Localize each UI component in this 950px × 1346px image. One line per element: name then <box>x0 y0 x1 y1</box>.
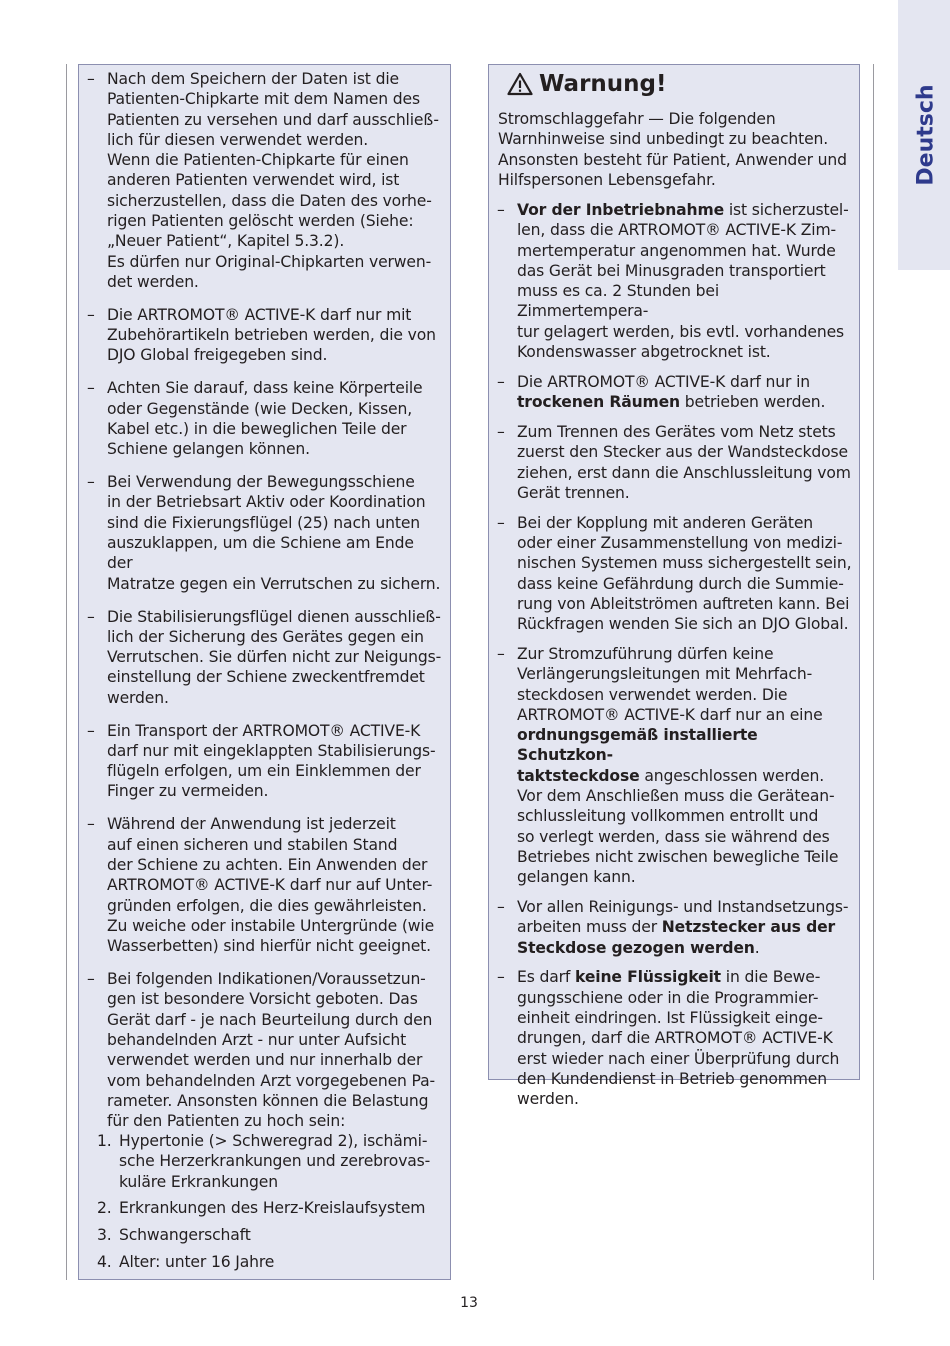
safety-note-item <box>87 378 443 459</box>
safety-note-item <box>87 305 443 366</box>
indication-text: Schwangerschaft <box>119 1225 251 1244</box>
warning-item-text: Bei der Kopplung mit anderen Geräten oder einer Zusammenstellung von medizi- nischen Systemen muss sichergestellt sein, dass keine Gefährdung durch die Summie- rung von Ableitströmen auftreten kann. Bei Rückfragen wenden Sie sich an DJO Global. <box>517 513 852 634</box>
safety-note-item <box>87 472 443 594</box>
language-tab-label: Deutsch <box>913 84 939 186</box>
list-dash: – <box>87 305 95 324</box>
warning-item <box>497 513 853 635</box>
indication-text: Hypertonie (> Schweregrad 2), ischämi- sche Herzerkrankungen und zerebrovas- kuläre Erkrankungen <box>119 1132 431 1191</box>
emphasis-text: ordnungsgemäß installierte Schutzkon- <box>517 726 758 765</box>
list-dash: – <box>497 513 505 532</box>
warning-item <box>497 200 853 362</box>
indication-item <box>97 1225 442 1245</box>
safety-note-item-text: Nach dem Speichern der Daten ist die Patienten-Chipkarte mit dem Namen des Patienten zu versehen und darf ausschließ- lich für diesen verwendet werden. Wenn die Patienten-Chipkarte für einen anderen Patienten verwendet wird, ist sicherzustellen, dass die Daten des vorhe- rigen Patienten gelöscht werden (Siehe: „Neuer Patient“, Kapitel 5.3.2). Es dürfen nur Original-Chipkarten verwen- det werden. <box>107 70 439 291</box>
indication-item <box>97 1131 442 1192</box>
warning-item-text: Zur Stromzuführung dürfen keine Verlängerungsleitungen mit Mehrfach- steckdosen verwendet werden. Die ARTROMOT® ACTIVE-K darf nur an eine ordnungsgemäß installierte Schutzkon- taktsteckdose angeschlossen werden. Vor dem Anschließen muss die Gerätean- schlussleitung vollkommen entrollt und so verlegt werden, dass sie während des Betriebes nicht zwischen bewegliche Teile gelangen kann. <box>517 644 839 887</box>
list-dash: – <box>497 644 505 663</box>
safety-note-item <box>87 969 443 1131</box>
warning-item <box>497 897 853 958</box>
warning-item <box>497 422 853 503</box>
emphasis-text: taktsteckdose <box>517 766 640 785</box>
safety-note-item-text: Bei folgenden Indikationen/Voraussetzun- gen ist besondere Vorsicht geboten. Das Gerät darf - je nach Beurteilung durch den behandelnden Arzt - nur unter Aufsicht verwendet werden und nur innerhalb der vom behandelnden Arzt vorgegebenen Pa- rameter. Ansonsten können die Belastung für den Patienten zu hoch sein: <box>107 970 435 1131</box>
warning-item-text: Es darf keine Flüssigkeit in die Bewe- gungsschiene oder in die Programmier- einheit eindringen. Ist Flüssigkeit einge- drungen, darf die ARTROMOT® ACTIVE-K erst wieder nach einer Überprüfung durch den Kundendienst in Betrieb genommen werden. <box>517 968 840 1109</box>
list-dash: – <box>87 473 95 492</box>
safety-note-item-text: Während der Anwendung ist jederzeit auf einen sicheren und stabilen Stand der Schiene zu achten. Ein Anwenden der ARTROMOT® ACTIVE-K darf nur auf Unter- gründen erfolgen, die dies gewährleisten. Zu weiche oder instabile Untergründe (wie Wasserbetten) sind hierfür nicht geeignet. <box>107 815 435 956</box>
indication-number: 2. <box>97 1199 112 1218</box>
right-margin-rule <box>873 64 874 1280</box>
safety-note-item <box>87 814 443 956</box>
safety-note-item <box>87 607 443 708</box>
safety-notes-list <box>87 69 443 1144</box>
indication-number: 1. <box>97 1132 112 1150</box>
safety-note-item-text: Die Stabilisierungsflügel dienen ausschließ- lich der Sicherung des Gerätes gegen ein Verrutschen. Sie dürfen nicht zur Neigungs- einstellung der Schiene zweckentfremdet werden. <box>107 607 442 707</box>
indication-item <box>97 1252 442 1272</box>
warning-item <box>497 967 853 1109</box>
safety-note-item <box>87 721 443 802</box>
list-dash: – <box>87 70 95 88</box>
warning-heading <box>507 69 667 99</box>
list-dash: – <box>497 201 505 219</box>
emphasis-text: trockenen Räumen <box>517 393 680 412</box>
list-dash: – <box>497 898 505 916</box>
list-dash: – <box>87 970 95 989</box>
warning-item <box>497 372 853 413</box>
left-margin-rule <box>66 64 67 1280</box>
warning-intro: Stromschlaggefahr — Die folgenden Warnhinweise sind unbedingt zu beachten. Ansonsten besteht für Patient, Anwender und Hilfspersonen Lebensgefahr. <box>498 110 847 189</box>
warning-panel <box>488 64 860 1109</box>
emphasis-text: Vor der Inbetriebnahme <box>517 201 725 219</box>
safety-note-item-text: Die ARTROMOT® ACTIVE-K darf nur mit Zubehörartikeln betrieben werden, die von DJO Global freigegeben sind. <box>107 305 436 365</box>
list-dash: – <box>87 607 95 626</box>
warning-item <box>497 644 853 888</box>
indications-list <box>97 1131 442 1278</box>
emphasis-text: Netzstecker aus der <box>661 918 836 937</box>
indication-number: 3. <box>97 1225 112 1244</box>
list-dash: – <box>87 721 95 740</box>
safety-notes-panel <box>78 64 451 1280</box>
page-number: 13 <box>460 1295 478 1311</box>
warning-triangle-icon <box>507 72 533 96</box>
indication-text: Erkrankungen des Herz-Kreislaufsystem <box>119 1199 426 1218</box>
safety-note-item-text: Ein Transport der ARTROMOT® ACTIVE-K darf nur mit eingeklappten Stabilisierungs- flügeln erfolgen, um ein Einklemmen der Finger zu vermeiden. <box>107 721 436 801</box>
warning-item-text: Vor der Inbetriebnahme ist sicherzustel- len, dass die ARTROMOT® ACTIVE-K Zim- mertemperatur angenommen hat. Wurde das Gerät bei Minusgraden transportiert muss es ca. 2 Stunden bei Zimmertempera- tur gelagert werden, bis evtl. vorhandenes Kondenswasser abgetrocknet ist. <box>517 201 849 362</box>
list-dash: – <box>497 372 505 391</box>
warning-item-text: Zum Trennen des Gerätes vom Netz stets zuerst den Stecker aus der Wandsteckdose ziehen, erst dann die Anschlussleitung vom Gerät trennen. <box>517 422 851 502</box>
safety-note-item-text: Achten Sie darauf, dass keine Körperteile oder Gegenstände (wie Decken, Kissen, Kabel etc.) in die beweglichen Teile der Schiene gelangen können. <box>107 379 423 459</box>
indication-number: 4. <box>97 1252 112 1271</box>
list-dash: – <box>87 815 95 834</box>
indication-item <box>97 1198 442 1218</box>
warning-item-text: Die ARTROMOT® ACTIVE-K darf nur in trockenen Räumen betrieben werden. <box>517 372 826 412</box>
list-dash: – <box>87 379 95 398</box>
list-dash: – <box>497 968 505 987</box>
warning-list <box>497 200 853 1119</box>
list-dash: – <box>497 422 505 441</box>
emphasis-text: Steckdose gezogen werden <box>517 938 755 957</box>
warning-item-text: Vor allen Reinigungs- und Instandsetzungs- arbeiten muss der Netzstecker aus der Steckdose gezogen werden. <box>517 898 849 957</box>
emphasis-text: keine Flüssigkeit <box>575 968 721 987</box>
warning-title: Warnung! <box>539 71 667 97</box>
indication-text: Alter: unter 16 Jahre <box>119 1252 275 1271</box>
safety-note-item-text: Bei Verwendung der Bewegungsschiene in der Betriebsart Aktiv oder Koordination sind die Fixierungsflügel (25) nach unten auszuklappen, um die Schiene am Ende der Matratze gegen ein Verrutschen zu sichern. <box>107 473 441 593</box>
safety-note-item <box>87 69 443 292</box>
